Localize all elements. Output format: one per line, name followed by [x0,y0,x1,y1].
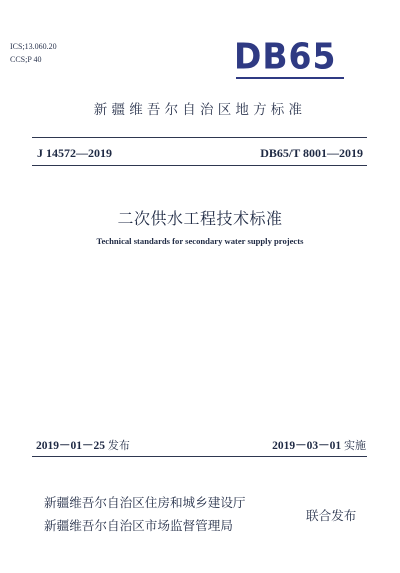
db65-logo: DB65 [234,35,337,78]
joint-release-label: 联合发布 [306,508,357,523]
standard-title-chinese: 二次供水工程技术标准 [117,209,283,228]
logo-underline [236,77,344,79]
record-number: J 14572—2019 [37,146,112,160]
issuer-housing-department: 新疆维吾尔自治区住房和城乡建设厅 [44,495,246,510]
footer-divider [32,456,367,457]
standard-number: DB65/T 8001—2019 [260,146,363,160]
issuer-market-regulation: 新疆维吾尔自治区市场监督管理局 [44,518,233,533]
ccs-code: CCS;P 40 [10,54,42,64]
issue-date-line [36,437,130,453]
header-divider [32,165,367,166]
standard-type-heading: 新疆维吾尔自治区地方标准 [93,102,307,118]
standard-title-english: Technical standards for secondary water supply projects [96,236,304,246]
classification-codes [10,41,57,66]
issue-label: 发布 [107,439,130,452]
implement-label: 实施 [344,439,366,452]
issue-date: 2019－01－25 [36,440,105,452]
implement-date-line [272,437,366,453]
implement-date: 2019－03－01 [272,440,342,452]
ics-code: ICS;13.060.20 [10,42,57,51]
top-divider [32,137,367,138]
